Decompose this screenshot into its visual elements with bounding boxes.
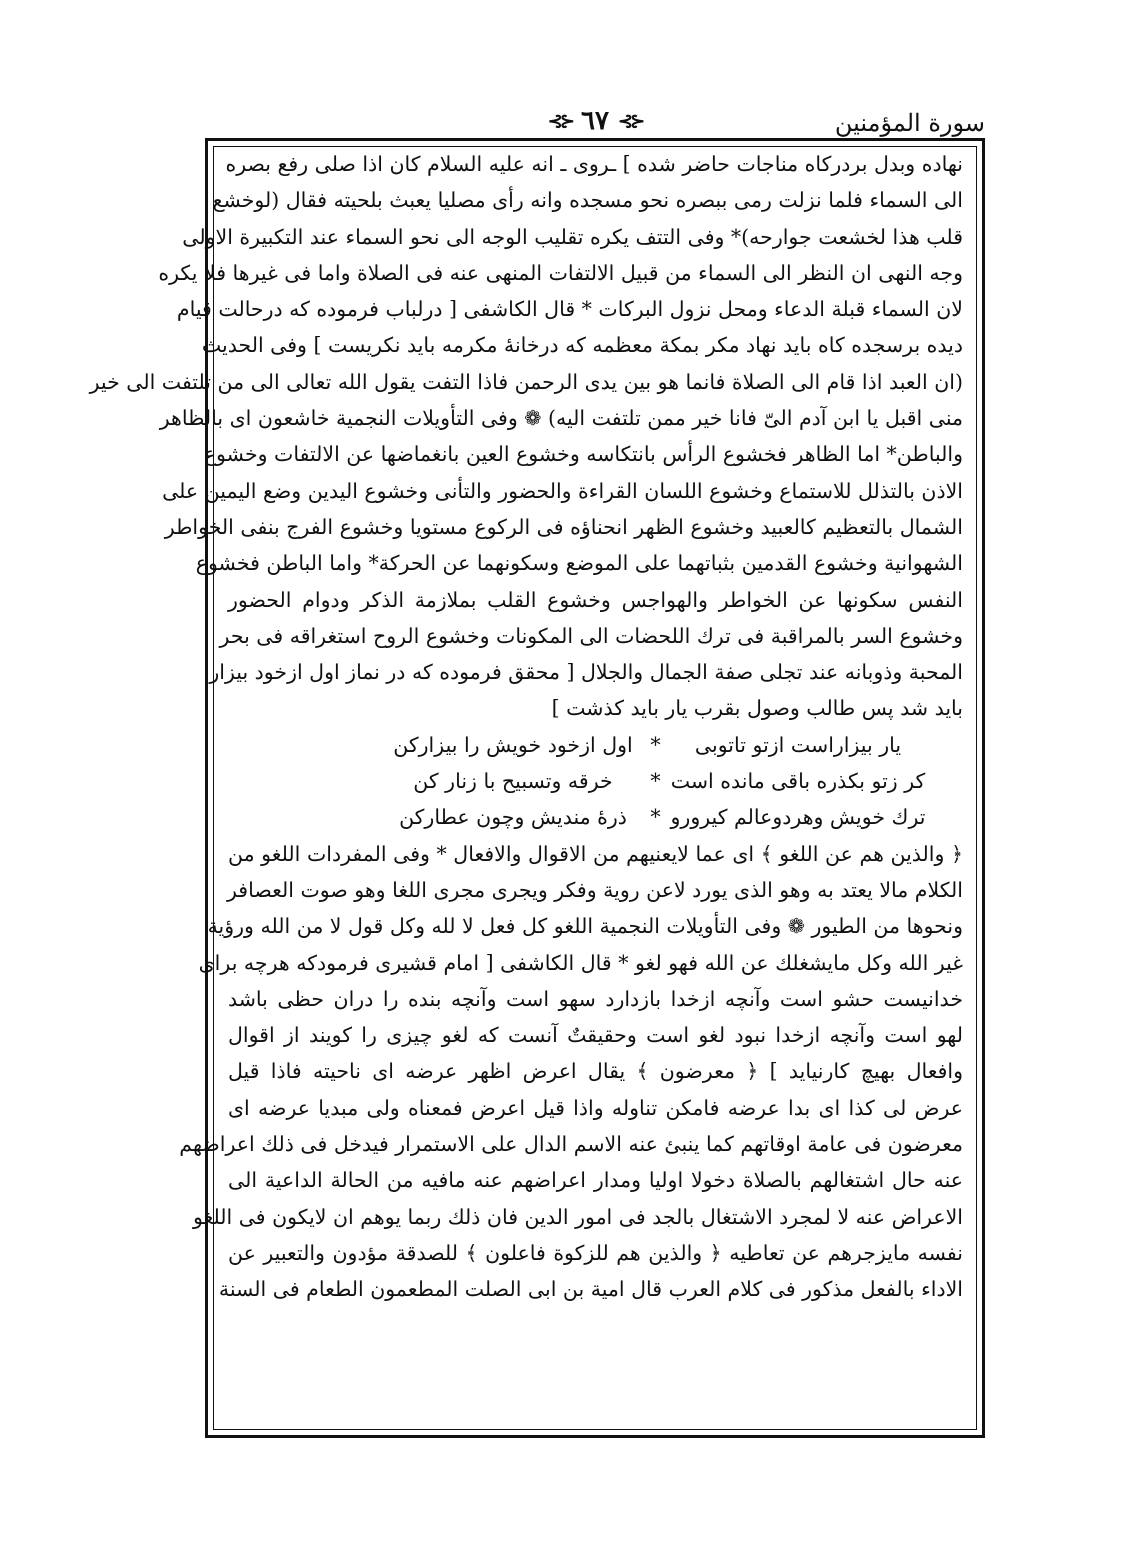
ornament-left-icon: ⊰⊱	[547, 111, 572, 132]
text-line: والباطن* اما الظاهر فخشوع الرأس بانتكاسه وخشوع العين بانغماضها عن الالتفات وخشوع	[203, 442, 963, 467]
text-line: قلب هذا لخشعت جوارحه)* وفى التتف يكره تقليب الوجه الى نحو السماء عند التكبيرة الاولى	[182, 224, 963, 249]
poem-verse	[228, 727, 963, 763]
text-line: بايد شد پس طالب وصول بقرب يار بايد كذشت ]	[551, 696, 963, 721]
text-line: الى السماء فلما نزلت رمى ببصره نحو مسجده وانه رأى مصليا يعبث بلحيته فقال (لوخشع	[212, 188, 963, 213]
text-line: غير الله وكل مايشغلك عن الله فهو لغو * قال الكاشفى [ امام قشيرى فرمودكه هرچه براى	[198, 950, 963, 975]
verse-separator: *	[650, 769, 661, 794]
text-line: الشمال بالتعظيم كالعبيد وخشوع الظهر انحناؤه فى الركوع مستويا وخشوع الفرج بنفى الخواطر	[164, 514, 963, 539]
verse-hemistich-second: خرقه وتسبيح با زنار كن	[413, 769, 613, 794]
text-line: ﴿ والذين هم عن اللغو ﴾ اى عما لايعنيهم من الاقوال والافعال * وفى المفردات اللغو من	[228, 841, 963, 866]
text-line: وافعال بهيچ كارنيايد ] ﴿ معرضون ﴾ يقال اعرض اظهر عرضه اى ناحيته فاذا قيل	[228, 1059, 963, 1084]
text-line: معرضون فى عامة اوقاتهم كما ينبئ عنه الاسم الدال على الاستمرار فيدخل فى ذلك اعراضهم	[179, 1132, 963, 1157]
text-line: ونحوها من الطيور ❁ وفى التأويلات النجمية اللغو كل فعل لا لله وكل قول لا من الله ورؤية	[207, 914, 963, 939]
verse-separator: *	[650, 732, 661, 757]
poem-verse	[228, 799, 963, 835]
surah-name: سورة المؤمنين	[834, 109, 985, 137]
text-line: منى اقبل يا ابن آدم الىّ فانا خير ممن تلتفت اليه) ❁ وفى التأويلات النجمية خاشعون اى بالظاهر	[159, 406, 963, 431]
text-line: لان السماء قبلة الدعاء ومحل نزول البركات * قال الكاشفى [ درلباب فرموده كه درحالت قيام	[176, 297, 963, 322]
text-line: الاداء بالفعل مذكور فى كلام العرب قال امية بن ابى الصلت المطعمون الطعام فى السنة	[218, 1277, 963, 1302]
text-line: نهاده وبدل بردركاه مناجات حاضر شده ] ـروى ـ انه عليه السلام كان اذا صلى رفع بصره	[225, 152, 963, 176]
verse-hemistich-first: كر زتو بكذره باقى مانده است	[670, 769, 926, 794]
text-line: وجه النهى ان النظر الى السماء من قبيل الالتفات المنهى عنه فى الصلاة واما فى غيرها فلا يكره	[158, 260, 963, 285]
text-line: الكلام مالا يعتد به وهو الذى يورد لاعن روية وفكر ويجرى مجرى اللغا وهو صوت العصافر	[226, 877, 963, 902]
text-line: ديده برسجده كاه بايد نهاد مكر بمكة معظمه كه درخانهٔ مكرمه بايد نكريست ] وفى الحديث	[201, 333, 963, 358]
page-header	[205, 105, 985, 141]
verse-hemistich-first: ترك خويش وهردوعالم كيرورو	[670, 805, 926, 830]
verse-hemistich-first: يار بيزاراست ازتو تاتوبى	[694, 732, 902, 757]
text-line: المحبة وذوبانه عند تجلى صفة الجمال والجلال [ محقق فرموده كه در نماز اول ازخود بيزار	[209, 660, 963, 685]
text-line: عنه حال اشتغالهم بالصلاة دخولا اوليا ومدار اعراضهم عنه مافيه من الحالة الداعية الى	[228, 1168, 963, 1193]
text-line: الاذن بالتذلل للاستماع وخشوع اللسان القراءة والحضور والتأنى وخشوع اليدين وضع اليمين على	[162, 478, 963, 503]
poem-verse	[228, 763, 963, 799]
text-line: الاعراض عنه لا لمجرد الاشتغال بالجد فى امور الدين فان ذلك ربما يوهم ان لايكون فى اللغو	[193, 1204, 963, 1229]
text-line: نفسه مايزجرهم عن تعاطيه ﴿ والذين هم للزكوة فاعلون ﴾ للصدقة مؤدون والتعبير عن	[228, 1240, 963, 1265]
page-number: ٦٧	[581, 106, 609, 136]
verse-hemistich-second: اول ازخود خويش را بيزاركن	[393, 732, 633, 757]
verse-separator: *	[650, 805, 661, 830]
ornament-right-icon: ⊰⊱	[618, 111, 643, 132]
text-line: (ان العبد اذا قام الى الصلاة فانما هو بين يدى الرحمن فاذا التفت يقول الله تعالى الى من تلتفت الى خير	[89, 369, 963, 394]
text-line: النفس سكونها عن الخواطر والهواجس وخشوع القلب بملازمة الذكر ودوام الحضور	[228, 587, 963, 612]
page-number-ornament	[525, 105, 665, 137]
text-line: الشهوانية وخشوع القدمين بثباتهما على الموضع وسكونهما عن الحركة* واما الباطن فخشوع	[195, 551, 963, 576]
verse-hemistich-second: ذرهٔ منديش وچون عطاركن	[399, 805, 627, 830]
main-text	[89, 146, 963, 1308]
text-line: لهو است وآنچه ازخدا نبود لغو است وحقيقتٌ آنست كه لغو چيزى را كويند از اقوال	[228, 1023, 963, 1048]
text-line: وخشوع السر بالمراقبة فى ترك اللحضات الى المكونات وخشوع الروح استغراقه فى بحر	[219, 623, 963, 648]
text-line: خدانيست حشو است وآنچه ازخدا بازدارد سهو است وآنچه بنده را دران حظى باشد	[228, 986, 963, 1011]
text-line: عرض لى كذا اى بدا عرضه فامكن تناوله واذا قيل اعرض فمعناه ولى مبديا عرضه اى	[228, 1095, 963, 1120]
